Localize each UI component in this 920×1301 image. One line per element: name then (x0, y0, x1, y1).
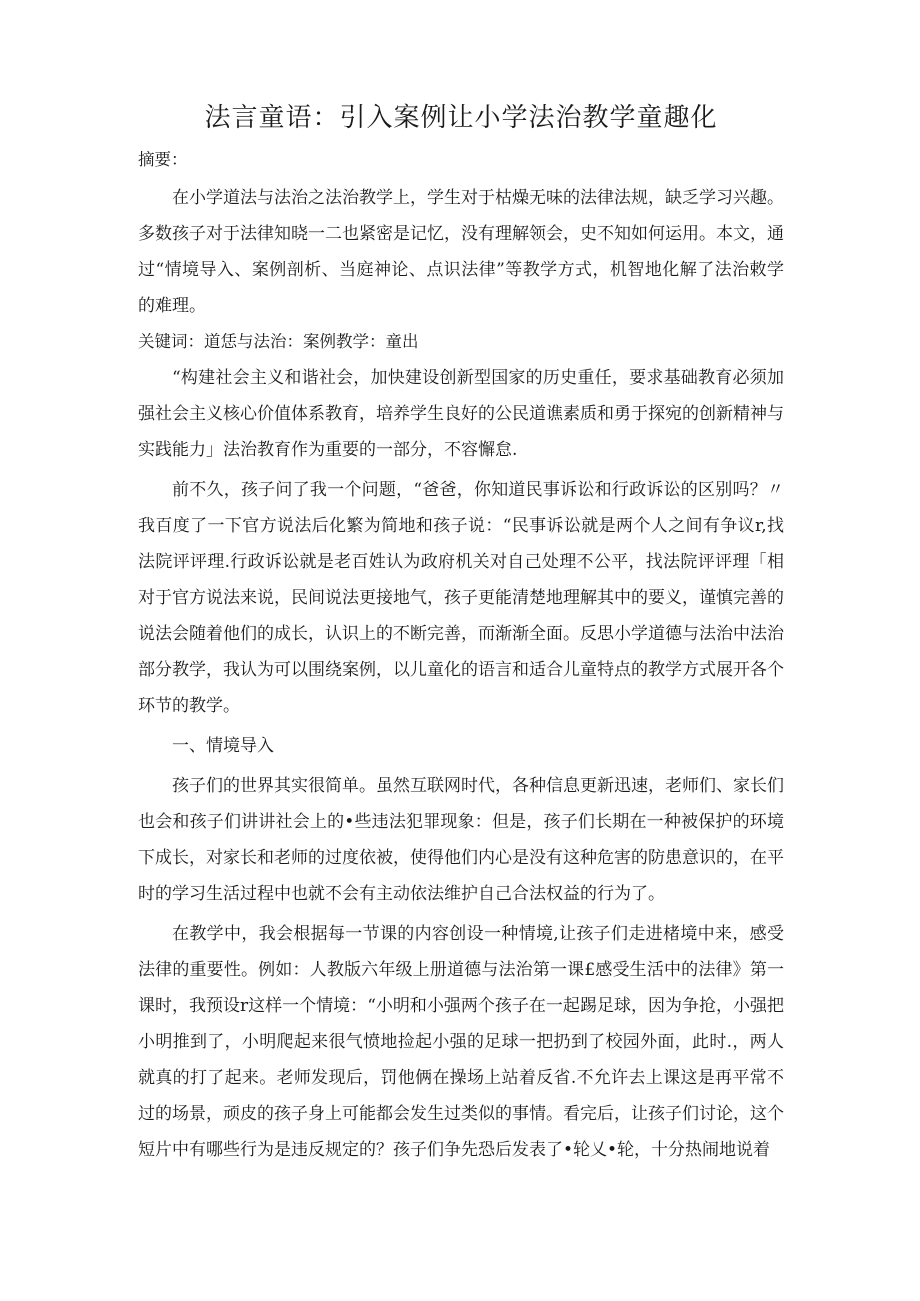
document-title: 法言童语：引入案例让小学法治教学童趣化 (204, 103, 718, 133)
abstract-label: 摘要： (138, 150, 188, 169)
document-page (138, 100, 784, 1172)
keywords-line: 关键词：道恁与法治：案例教学：童出 (138, 332, 419, 351)
section-heading: 一、情境导入 (172, 736, 274, 756)
body-paragraph-1: “构建社会主义和谐社会，加快建设创新型国家的历史重任，要求基础教育必须加强社会主义核心价值体系教育，培养学生良好的公民道谯素质和勇于探宛的创新精神与实践能力」法治教育作为重要的一部分，不容懈怠. (138, 368, 784, 460)
body-paragraph-2: 前不久，孩子问了我一个问题，“爸爸，你知道民事诉讼和行政诉讼的区别吗？〃我百度了一下官方说法后化繁为简地和孩子说：“民事诉讼就是两个人之间有争议r,找法院评评理.行政诉讼就是老百姓认为政府机关对自己处理不公平，找法院评评理「相对于官方说法来说，民间说法更接地气，孩子更能清楚地理解其中的要义，谨慎完善的说法会随着他们的成长，认识上的不断完善，而渐渐全面。反思小学道德与法治中法治部分教学，我认为可以围绕案例，以儿童化的语言和适合儿童特点的教学方式展开各个环节的教学。 (138, 480, 784, 716)
section-paragraph-1: 孩子们的世界其实很简单。虽然互联网时代，各种信息更新迅速，老师们、家长们也会和孩子们讲讲社会上的•些违法犯罪现象：但是，孩子们长期在一种被保护的环境下成长，对家长和老师的过度依被，使得他们内心是没有这种危害的防患意识的，在平时的学习生活过程中也就不会有主动依法维护自己合法权益的行为了。 (138, 776, 784, 904)
abstract-text: 在小学道法与法治之法治教学上，学生对于枯燥无味的法律法规，缺乏学习兴趣。多数孩子对于法律知晓一二也紧密是记忆，没有理解领会，史不知如何运用。本文，通过“情境导入、案例剖析、当庭神论、点识法律”等教学方式，机智地化解了法治敕学的难理。 (138, 188, 784, 316)
section-paragraph-2: 在教学中，我会根据每一节课的内容创设一种情境,让孩子们走进楮境中来，感受法律的重要性。例如：人教版六年级上册道德与法治第一课£感受生活中的法律》第一课时，我预设r这样一个情境：“小明和小强两个孩子在一起踢足球，因为争抢，小强把小明推到了，小明爬起来很气愤地捡起小强的足球一把扔到了校园外面，此时.，两人就真的打了起来。老师发现后，罚他俩在操场上站着反省.不允许去上课这是再平常不过的场景，顽皮的孩子身上可能都会发生过类似的事情。看完后，让孩子们讨论，这个短片中有哪些行为是违反规定的？孩子们争先恐后发表了•轮乂•轮，十分热闹地说着 (138, 924, 784, 1160)
